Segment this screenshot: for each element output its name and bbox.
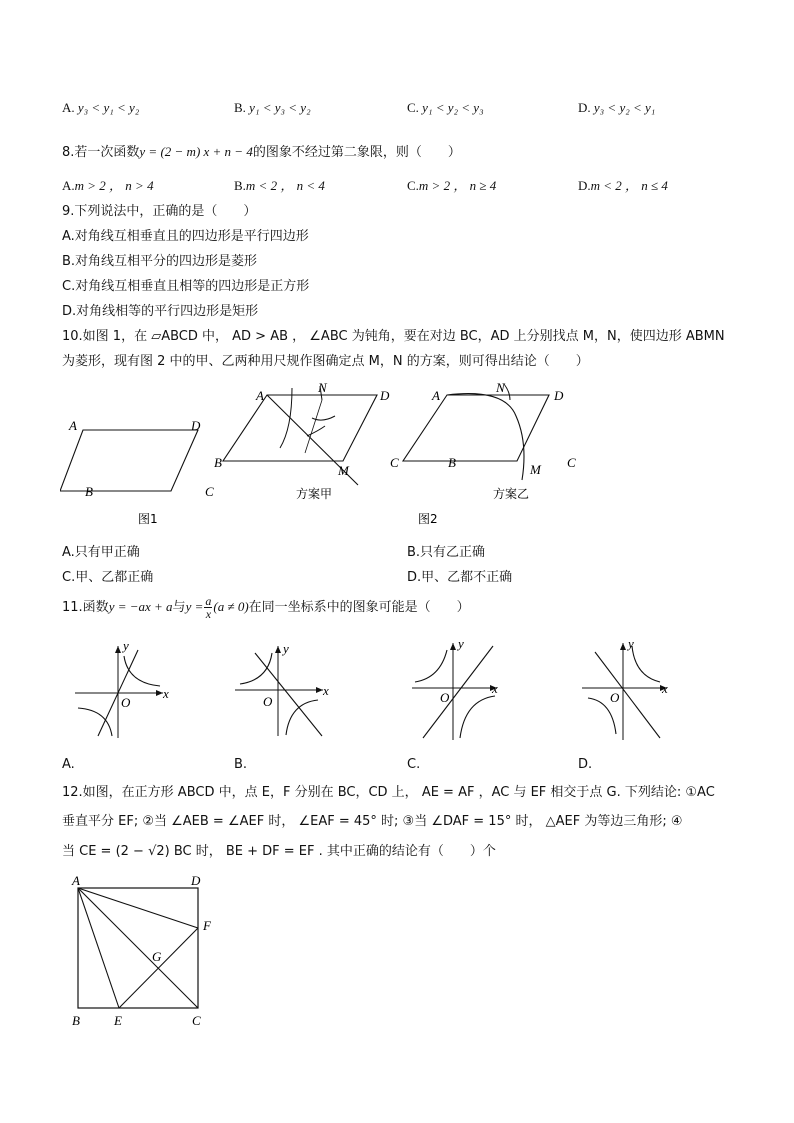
fig1-caption: 图1 [138,512,158,526]
plan-a-caption: 方案甲 [296,487,333,501]
q8-option-b[interactable]: B.m < 2 ， n < 4 [234,178,325,193]
q7-option-a[interactable]: A. y₃ < y₁ < y₂ [62,100,140,115]
svg-text:B: B [448,455,456,470]
svg-text:C: C [390,455,399,470]
segment-af [78,888,198,928]
q12-stem-line3: 当 CE = (2 − √2) BC 时， BE + DF = EF . 其中正确的结论有（ ）个 [62,844,496,859]
q10-option-d[interactable]: D.甲、乙都不正确 [407,570,513,585]
svg-text:N: N [496,380,505,395]
q11-graphs [60,638,680,748]
svg-text:y: y [123,638,129,653]
q8-option-c[interactable]: C.m > 2 ， n ≥ 4 [407,178,497,193]
svg-text:B: B [214,455,222,470]
svg-text:C: C [567,455,576,470]
q12-stem-line1: 12.如图，在正方形 ABCD 中，点 E，F 分别在 BC，CD 上， AE = AF ，AC 与 EF 相交于点 G. 下列结论: ①AC [62,785,715,800]
q8-formula: y = (2 − m) x + n − 4 [139,144,253,159]
q8-stem: 8.若一次函数y = (2 − m) x + n − 4的图象不经过第二象限，则（ ） [62,144,461,160]
svg-text:O: O [440,690,450,705]
q12-stem-line2: 垂直平分 EF; ②当 ∠AEB = ∠AEF 时， ∠EAF = 45° 时; ③当 ∠DAF = 15° 时， △AEF 为等边三角形; ④ [62,814,683,829]
svg-text:y: y [458,638,464,651]
fig1-label-a: A [69,418,77,433]
q7-option-c[interactable]: C. y₁ < y₂ < y₃ [407,100,484,115]
q10-plan-b [403,380,576,526]
svg-text:A: A [432,388,440,403]
q10-stem-line2: 为菱形，现有图 2 中的甲、乙两种用尺规作图确定点 M，N 的方案，则可得出结论（ ） [62,354,589,369]
q11-option-c[interactable]: C. [407,757,421,772]
q7-option-d[interactable]: D. y₃ < y₂ < y₁ [578,100,656,115]
svg-text:D: D [554,388,564,403]
q10-figure-1 [60,418,214,526]
q9-stem: 9.下列说法中，正确的是（ ） [62,204,257,219]
svg-text:O: O [121,695,131,710]
q9-option-c[interactable]: C.对角线互相垂直且相等的四边形是正方形 [62,279,310,294]
q11-graph-d [582,638,668,740]
fig1-label-b: B [85,484,93,499]
svg-text:C: C [192,1013,201,1028]
q12-figure [64,868,224,1033]
svg-text:B: B [72,1013,80,1028]
svg-text:D: D [191,873,201,888]
q11-option-d[interactable]: D. [578,757,593,772]
q10-option-a[interactable]: A.只有甲正确 [62,545,140,560]
svg-text:x: x [163,686,169,701]
svg-text:M: M [338,463,349,478]
q10-stem-line1: 10.如图 1，在 ▱ABCD 中， AD > AB ， ∠ABC 为钝角，要在对边 BC，AD 上分别找点 M，N，使四边形 ABMN [62,329,725,344]
q10-plan-a [214,380,399,501]
svg-text:x: x [323,683,329,698]
q11-stem: 11.函数y = −ax + a与y = $\frac{a}{x}$ (a ≠ 0)在同一坐标系中的图象可能是（ ） [62,594,470,621]
segment-ae [78,888,119,1008]
parallelogram-abcd [60,430,198,491]
q11-graph-c [412,638,498,740]
svg-text:O: O [263,694,273,709]
diagonal-ac [78,888,198,1008]
svg-text:D: D [380,388,390,403]
svg-text:y: y [283,641,289,656]
q11-graph-a [75,638,169,738]
fig1-label-c: C [205,484,214,499]
q11-graph-b [235,641,329,736]
q9-option-d[interactable]: D.对角线相等的平行四边形是矩形 [62,304,259,319]
svg-text:y: y [628,638,634,651]
svg-text:O: O [610,690,620,705]
q10-option-c[interactable]: C.甲、乙都正确 [62,570,154,585]
q9-option-a[interactable]: A.对角线互相垂直且的四边形是平行四边形 [62,229,309,244]
q8-option-a[interactable]: A.m > 2 ， n > 4 [62,178,154,193]
fig1-label-d: D [191,418,201,433]
q11-option-a[interactable]: A. [62,757,75,772]
svg-text:x: x [492,681,498,696]
arc-am [447,394,524,480]
q10-figures [60,378,590,528]
svg-text:A: A [256,388,264,403]
fig2-caption: 图2 [418,512,438,526]
q11-option-b[interactable]: B. [234,757,248,772]
svg-text:A: A [72,873,80,888]
q9-option-b[interactable]: B.对角线互相平分的四边形是菱形 [62,254,258,269]
arc-1 [280,388,292,448]
q7-option-b[interactable]: B. y₁ < y₃ < y₂ [234,100,311,115]
svg-text:x: x [662,681,668,696]
svg-text:F: F [203,918,211,933]
svg-text:E: E [114,1013,122,1028]
q10-option-b[interactable]: B.只有乙正确 [407,545,486,560]
svg-text:M: M [530,462,541,477]
svg-text:N: N [318,380,327,395]
q8-option-d[interactable]: D.m < 2 ， n ≤ 4 [578,178,668,193]
plan-b-caption: 方案乙 [493,487,530,501]
svg-text:G: G [152,949,162,964]
